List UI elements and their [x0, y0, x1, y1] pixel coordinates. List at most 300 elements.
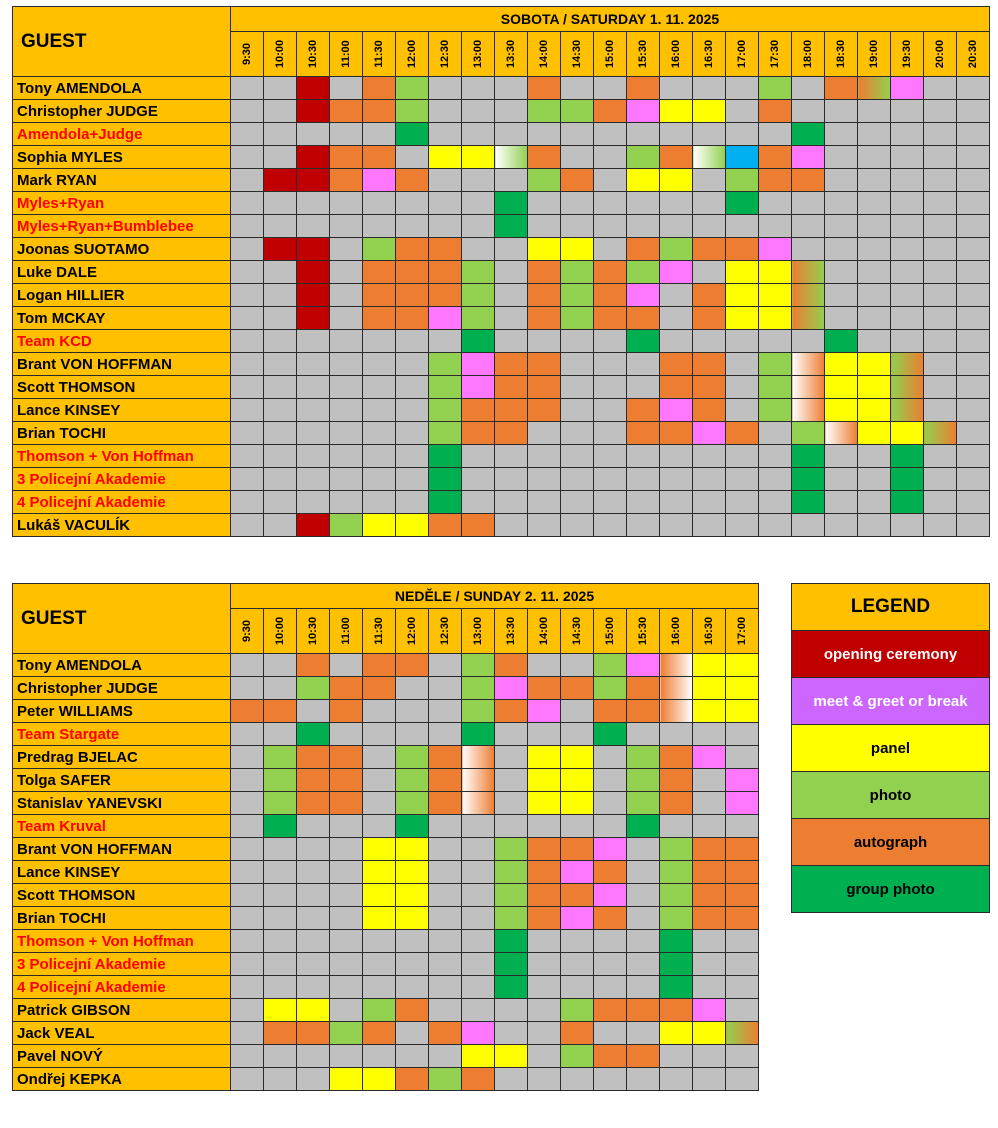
- schedule-slot: [264, 399, 297, 422]
- schedule-slot: [561, 169, 594, 192]
- schedule-slot: [264, 353, 297, 376]
- schedule-slot: [330, 815, 363, 838]
- schedule-slot: [561, 123, 594, 146]
- guest-name: Pavel NOVÝ: [13, 1045, 231, 1068]
- schedule-slot: [528, 100, 561, 123]
- schedule-slot: [660, 746, 693, 769]
- schedule-slot: [330, 514, 363, 537]
- schedule-slot: [891, 468, 924, 491]
- time-slot-header: [297, 609, 330, 654]
- schedule-slot: [627, 514, 660, 537]
- schedule-slot: [726, 723, 759, 746]
- schedule-slot: [231, 399, 264, 422]
- schedule-slot: [330, 169, 363, 192]
- schedule-slot: [264, 746, 297, 769]
- schedule-slot: [561, 399, 594, 422]
- schedule-slot: [891, 238, 924, 261]
- schedule-slot: [693, 100, 726, 123]
- schedule-slot: [330, 746, 363, 769]
- schedule-slot: [858, 491, 891, 514]
- schedule-slot: [660, 907, 693, 930]
- schedule-slot: [396, 100, 429, 123]
- schedule-slot: [924, 100, 957, 123]
- time-slot-label: 17:30: [769, 39, 781, 69]
- schedule-slot: [726, 884, 759, 907]
- guest-name: Christopher JUDGE: [13, 677, 231, 700]
- schedule-slot: [231, 976, 264, 999]
- schedule-slot: [429, 123, 462, 146]
- schedule-slot: [627, 192, 660, 215]
- schedule-slot: [363, 746, 396, 769]
- schedule-slot: [561, 330, 594, 353]
- schedule-slot: [759, 284, 792, 307]
- schedule-slot: [726, 284, 759, 307]
- schedule-slot: [462, 654, 495, 677]
- schedule-slot: [660, 238, 693, 261]
- schedule-slot: [891, 445, 924, 468]
- schedule-slot: [330, 307, 363, 330]
- schedule-slot: [429, 723, 462, 746]
- schedule-slot: [726, 907, 759, 930]
- schedule-slot: [462, 746, 495, 769]
- schedule-slot: [528, 77, 561, 100]
- schedule-slot: [825, 330, 858, 353]
- guest-row: [13, 930, 759, 953]
- guest-name: Thomson + Von Hoffman: [13, 930, 231, 953]
- schedule-slot: [264, 146, 297, 169]
- schedule-slot: [363, 930, 396, 953]
- schedule-slot: [462, 976, 495, 999]
- schedule-slot: [528, 146, 561, 169]
- schedule-slot: [297, 976, 330, 999]
- schedule-slot: [231, 514, 264, 537]
- guest-row: [13, 861, 759, 884]
- schedule-slot: [495, 884, 528, 907]
- schedule-slot: [528, 677, 561, 700]
- guest-row: [13, 307, 990, 330]
- guest-name: Scott THOMSON: [13, 884, 231, 907]
- schedule-slot: [660, 215, 693, 238]
- schedule-slot: [462, 399, 495, 422]
- sunday-schedule-table: [12, 583, 759, 1091]
- time-slot-header: [495, 609, 528, 654]
- schedule-slot: [693, 723, 726, 746]
- schedule-slot: [594, 884, 627, 907]
- schedule-slot: [462, 307, 495, 330]
- schedule-slot: [957, 330, 990, 353]
- schedule-slot: [495, 1068, 528, 1091]
- schedule-slot: [429, 1068, 462, 1091]
- schedule-slot: [825, 491, 858, 514]
- schedule-slot: [330, 677, 363, 700]
- schedule-slot: [330, 1022, 363, 1045]
- guest-name: Sophia MYLES: [13, 146, 231, 169]
- schedule-slot: [726, 677, 759, 700]
- schedule-slot: [297, 953, 330, 976]
- schedule-slot: [495, 399, 528, 422]
- schedule-slot: [924, 468, 957, 491]
- schedule-slot: [231, 77, 264, 100]
- schedule-slot: [396, 491, 429, 514]
- schedule-slot: [528, 907, 561, 930]
- schedule-slot: [330, 884, 363, 907]
- schedule-slot: [231, 353, 264, 376]
- schedule-slot: [396, 999, 429, 1022]
- schedule-slot: [264, 169, 297, 192]
- schedule-slot: [594, 769, 627, 792]
- schedule-slot: [330, 77, 363, 100]
- schedule-slot: [528, 215, 561, 238]
- schedule-slot: [462, 215, 495, 238]
- time-slot-header: [726, 32, 759, 77]
- schedule-slot: [264, 792, 297, 815]
- guest-row: [13, 376, 990, 399]
- schedule-slot: [627, 376, 660, 399]
- schedule-slot: [561, 1022, 594, 1045]
- schedule-slot: [429, 445, 462, 468]
- schedule-slot: [462, 953, 495, 976]
- schedule-slot: [792, 284, 825, 307]
- schedule-slot: [561, 1068, 594, 1091]
- time-slot-label: 19:00: [868, 39, 880, 69]
- schedule-slot: [264, 261, 297, 284]
- schedule-slot: [594, 1045, 627, 1068]
- schedule-slot: [891, 192, 924, 215]
- guest-name: Amendola+Judge: [13, 123, 231, 146]
- schedule-slot: [957, 261, 990, 284]
- schedule-slot: [429, 1022, 462, 1045]
- schedule-slot: [759, 146, 792, 169]
- time-slot-label: 13:00: [472, 39, 484, 69]
- legend-item: autograph: [792, 819, 990, 866]
- schedule-slot: [231, 123, 264, 146]
- schedule-slot: [627, 284, 660, 307]
- time-slot-label: 14:00: [538, 616, 550, 646]
- schedule-slot: [594, 77, 627, 100]
- schedule-slot: [231, 723, 264, 746]
- schedule-slot: [858, 399, 891, 422]
- schedule-slot: [528, 514, 561, 537]
- schedule-slot: [594, 953, 627, 976]
- schedule-slot: [495, 769, 528, 792]
- schedule-slot: [231, 930, 264, 953]
- schedule-slot: [726, 376, 759, 399]
- schedule-slot: [627, 838, 660, 861]
- schedule-slot: [693, 123, 726, 146]
- schedule-slot: [627, 307, 660, 330]
- schedule-slot: [660, 307, 693, 330]
- schedule-slot: [858, 261, 891, 284]
- schedule-slot: [891, 100, 924, 123]
- schedule-slot: [924, 284, 957, 307]
- schedule-slot: [858, 445, 891, 468]
- schedule-slot: [693, 1022, 726, 1045]
- time-slot-header: [627, 609, 660, 654]
- schedule-slot: [363, 723, 396, 746]
- schedule-slot: [363, 838, 396, 861]
- schedule-slot: [825, 100, 858, 123]
- schedule-slot: [594, 261, 627, 284]
- schedule-slot: [726, 930, 759, 953]
- schedule-slot: [429, 422, 462, 445]
- schedule-slot: [594, 1022, 627, 1045]
- schedule-slot: [594, 238, 627, 261]
- schedule-slot: [231, 376, 264, 399]
- schedule-slot: [528, 999, 561, 1022]
- time-slot-label: 20:30: [967, 39, 979, 69]
- schedule-slot: [264, 677, 297, 700]
- schedule-slot: [363, 399, 396, 422]
- schedule-slot: [363, 261, 396, 284]
- schedule-slot: [693, 261, 726, 284]
- schedule-slot: [363, 215, 396, 238]
- schedule-slot: [330, 284, 363, 307]
- schedule-slot: [825, 238, 858, 261]
- schedule-slot: [297, 376, 330, 399]
- schedule-slot: [726, 700, 759, 723]
- guest-name: Tony AMENDOLA: [13, 77, 231, 100]
- schedule-slot: [660, 491, 693, 514]
- schedule-slot: [363, 376, 396, 399]
- schedule-slot: [858, 514, 891, 537]
- time-slot-header: [363, 32, 396, 77]
- schedule-slot: [627, 330, 660, 353]
- schedule-slot: [825, 77, 858, 100]
- schedule-slot: [594, 677, 627, 700]
- schedule-slot: [330, 376, 363, 399]
- schedule-slot: [693, 376, 726, 399]
- schedule-slot: [792, 491, 825, 514]
- schedule-slot: [957, 468, 990, 491]
- schedule-slot: [330, 261, 363, 284]
- schedule-slot: [924, 445, 957, 468]
- schedule-slot: [825, 284, 858, 307]
- guest-name: Christopher JUDGE: [13, 100, 231, 123]
- schedule-slot: [561, 907, 594, 930]
- schedule-slot: [462, 238, 495, 261]
- time-slot-label: 14:00: [538, 39, 550, 69]
- schedule-slot: [627, 723, 660, 746]
- schedule-slot: [792, 330, 825, 353]
- schedule-slot: [264, 723, 297, 746]
- schedule-slot: [891, 261, 924, 284]
- schedule-slot: [957, 77, 990, 100]
- schedule-slot: [627, 399, 660, 422]
- schedule-slot: [792, 468, 825, 491]
- guest-row: [13, 77, 990, 100]
- time-slot-header: [594, 609, 627, 654]
- schedule-slot: [429, 838, 462, 861]
- schedule-slot: [561, 514, 594, 537]
- guest-row: [13, 884, 759, 907]
- schedule-slot: [660, 399, 693, 422]
- schedule-slot: [627, 953, 660, 976]
- schedule-slot: [693, 468, 726, 491]
- time-slot-label: 15:00: [604, 616, 616, 646]
- guest-name: 4 Policejní Akademie: [13, 976, 231, 999]
- schedule-slot: [693, 514, 726, 537]
- schedule-slot: [297, 491, 330, 514]
- schedule-slot: [330, 192, 363, 215]
- schedule-slot: [561, 422, 594, 445]
- schedule-slot: [693, 792, 726, 815]
- schedule-slot: [759, 77, 792, 100]
- schedule-slot: [627, 999, 660, 1022]
- schedule-slot: [297, 100, 330, 123]
- schedule-slot: [231, 215, 264, 238]
- guest-row: [13, 491, 990, 514]
- schedule-slot: [363, 1022, 396, 1045]
- schedule-slot: [462, 700, 495, 723]
- schedule-slot: [495, 907, 528, 930]
- schedule-slot: [792, 514, 825, 537]
- schedule-slot: [627, 746, 660, 769]
- guest-name: Tom MCKAY: [13, 307, 231, 330]
- schedule-slot: [495, 353, 528, 376]
- guest-row: [13, 468, 990, 491]
- schedule-slot: [825, 215, 858, 238]
- schedule-slot: [891, 353, 924, 376]
- schedule-slot: [363, 123, 396, 146]
- schedule-slot: [297, 1045, 330, 1068]
- schedule-slot: [231, 330, 264, 353]
- schedule-slot: [297, 999, 330, 1022]
- schedule-slot: [462, 330, 495, 353]
- time-slot-header: [429, 32, 462, 77]
- schedule-slot: [693, 861, 726, 884]
- time-slot-header: [363, 609, 396, 654]
- schedule-slot: [858, 238, 891, 261]
- guest-name: Team KCD: [13, 330, 231, 353]
- guest-row: [13, 815, 759, 838]
- schedule-slot: [891, 77, 924, 100]
- schedule-slot: [858, 192, 891, 215]
- schedule-slot: [924, 353, 957, 376]
- schedule-slot: [363, 169, 396, 192]
- schedule-slot: [363, 192, 396, 215]
- schedule-slot: [561, 261, 594, 284]
- schedule-slot: [891, 491, 924, 514]
- schedule-slot: [957, 123, 990, 146]
- schedule-slot: [264, 838, 297, 861]
- time-slot-label: 15:30: [637, 39, 649, 69]
- time-slot-label: 18:30: [835, 39, 847, 69]
- schedule-slot: [924, 261, 957, 284]
- schedule-slot: [528, 838, 561, 861]
- schedule-slot: [660, 861, 693, 884]
- guest-name: Brant VON HOFFMAN: [13, 838, 231, 861]
- schedule-slot: [462, 146, 495, 169]
- schedule-slot: [660, 953, 693, 976]
- schedule-slot: [330, 976, 363, 999]
- schedule-slot: [561, 445, 594, 468]
- time-slot-header: [330, 609, 363, 654]
- schedule-slot: [627, 100, 660, 123]
- schedule-slot: [660, 930, 693, 953]
- guest-row: [13, 838, 759, 861]
- time-slot-label: 16:30: [703, 616, 715, 646]
- schedule-slot: [297, 769, 330, 792]
- schedule-slot: [429, 77, 462, 100]
- guest-name: Brant VON HOFFMAN: [13, 353, 231, 376]
- schedule-slot: [561, 677, 594, 700]
- schedule-slot: [396, 700, 429, 723]
- time-slot-header: [924, 32, 957, 77]
- schedule-slot: [594, 976, 627, 999]
- schedule-slot: [693, 330, 726, 353]
- schedule-slot: [462, 999, 495, 1022]
- time-slot-label: 10:00: [274, 616, 286, 646]
- schedule-slot: [462, 100, 495, 123]
- schedule-slot: [264, 445, 297, 468]
- schedule-slot: [396, 930, 429, 953]
- schedule-slot: [495, 792, 528, 815]
- schedule-slot: [297, 700, 330, 723]
- schedule-slot: [957, 238, 990, 261]
- schedule-slot: [726, 399, 759, 422]
- schedule-slot: [627, 238, 660, 261]
- schedule-slot: [462, 930, 495, 953]
- schedule-slot: [396, 422, 429, 445]
- schedule-slot: [924, 422, 957, 445]
- schedule-slot: [693, 746, 726, 769]
- schedule-slot: [693, 654, 726, 677]
- time-slot-label: 17:00: [736, 39, 748, 69]
- schedule-slot: [924, 192, 957, 215]
- schedule-slot: [726, 422, 759, 445]
- schedule-slot: [957, 514, 990, 537]
- schedule-slot: [660, 999, 693, 1022]
- schedule-slot: [330, 422, 363, 445]
- guest-row: [13, 677, 759, 700]
- schedule-slot: [264, 654, 297, 677]
- guest-row: [13, 1045, 759, 1068]
- schedule-slot: [429, 769, 462, 792]
- schedule-slot: [264, 1022, 297, 1045]
- schedule-slot: [297, 146, 330, 169]
- schedule-slot: [363, 422, 396, 445]
- schedule-slot: [693, 146, 726, 169]
- schedule-slot: [594, 1068, 627, 1091]
- time-slot-header: [627, 32, 660, 77]
- time-slot-label: 13:30: [505, 616, 517, 646]
- schedule-slot: [363, 769, 396, 792]
- time-slot-label: 20:00: [934, 39, 946, 69]
- schedule-slot: [759, 169, 792, 192]
- schedule-slot: [528, 307, 561, 330]
- schedule-slot: [396, 976, 429, 999]
- schedule-slot: [693, 930, 726, 953]
- schedule-slot: [759, 445, 792, 468]
- guest-name: Thomson + Von Hoffman: [13, 445, 231, 468]
- schedule-slot: [429, 746, 462, 769]
- schedule-slot: [396, 677, 429, 700]
- sunday-day-title: NEDĚLE / SUNDAY 2. 11. 2025: [231, 584, 759, 609]
- schedule-slot: [297, 677, 330, 700]
- schedule-slot: [231, 1068, 264, 1091]
- schedule-slot: [264, 1068, 297, 1091]
- schedule-slot: [528, 930, 561, 953]
- time-slot-label: 11:00: [340, 617, 352, 645]
- guest-row: [13, 238, 990, 261]
- schedule-slot: [297, 330, 330, 353]
- time-slot-header: [561, 32, 594, 77]
- schedule-slot: [462, 468, 495, 491]
- schedule-slot: [264, 700, 297, 723]
- schedule-slot: [396, 838, 429, 861]
- schedule-slot: [759, 353, 792, 376]
- schedule-slot: [396, 330, 429, 353]
